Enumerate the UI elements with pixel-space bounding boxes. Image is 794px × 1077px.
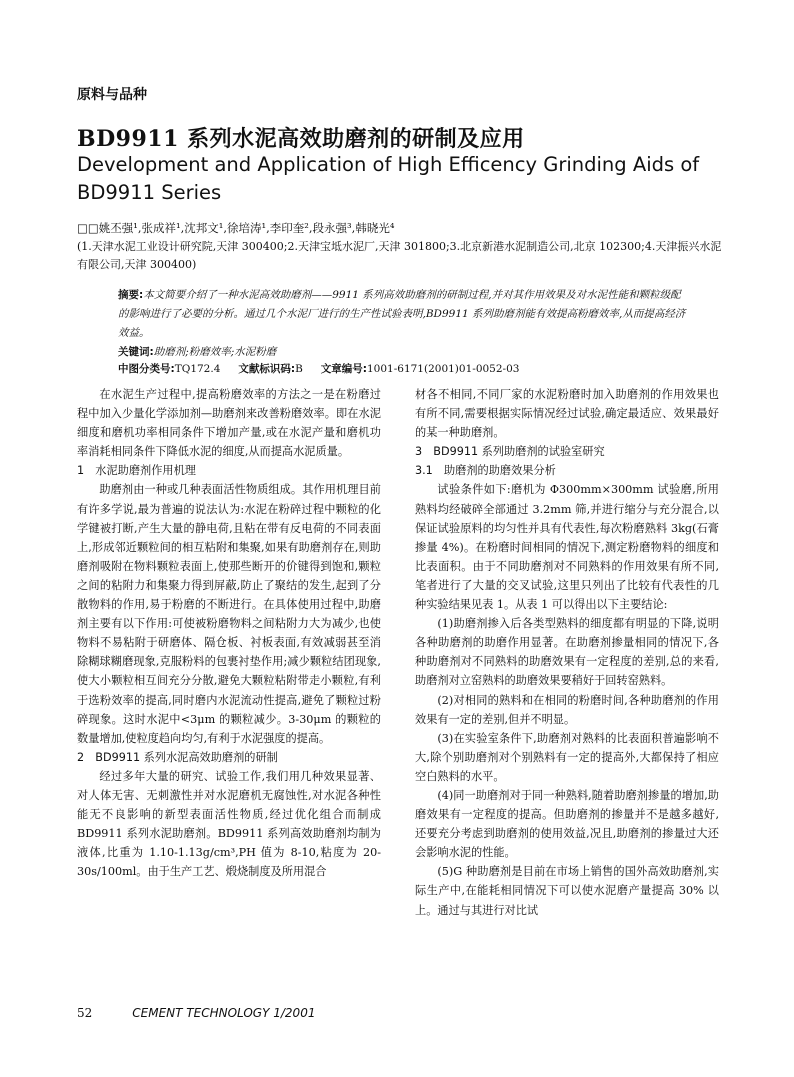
body-paragraph: 试验条件如下:磨机为 Φ300mm×300mm 试验磨,所用熟料均经破碎全部通过 3.2mm 筛,并进行缩分与充分混合,以保证试验原料的均匀性并具有代表性,每次粉磨熟料 3kg(石膏掺量 4%)。在粉磨时间相同的情况下,测定粉磨物料的细度和比表面积。由于不同助磨剂对不同熟料的作用效果有所不同,笔者进行了大量的交叉试验,这里只列出了比较有代表性的几种实验结果见表 1。从表 1 可以得出以下主要结论:: [415, 483, 719, 612]
abstract-text: 本文简要介绍了一种水泥高效助磨剂——9911 系列高效助磨剂的研制过程,并对其作用效果及对水泥性能和颗粒级配的影响进行了必要的分析。通过几个水泥厂进行的生产性试验表明,BD9911 系列助磨剂能有效提高粉磨效率,从而提高经济效益。: [118, 289, 686, 339]
section-label: 原料与品种: [77, 87, 147, 103]
title-chinese: BD9911 系列水泥高效助磨剂的研制及应用: [77, 126, 525, 152]
body-column-right: [415, 385, 719, 920]
section-heading: 1 水泥助磨剂作用机理: [77, 464, 196, 478]
abstract: [118, 286, 688, 343]
abstract-block: [118, 286, 688, 362]
body-paragraph: 材各不相同,不同厂家的水泥粉磨时加入助磨剂的作用效果也有所不同,需要根据实际情况经过试验,确定最适应、效果最好的某一种助磨剂。: [415, 388, 719, 440]
body-paragraph: (4)同一助磨剂对于同一种熟料,随着助磨剂掺量的增加,助磨效果有一定程度的提高。但助磨剂的掺量并不是越多越好,还要充分考虑到助磨剂的使用效益,况且,助磨剂的掺量过大还会影响水泥的性能。: [415, 788, 719, 860]
classification-line: [118, 361, 519, 376]
page-footer: [77, 1006, 315, 1020]
body-paragraph: 在水泥生产过程中,提高粉磨效率的方法之一是在粉磨过程中加入少量化学添加剂—助磨剂来改善粉磨效率。即在水泥细度和磨机功率相同条件下增加产量,或在水泥产量和磨机功率消耗相同条件下降低水泥的细度,从而提高水泥质量。: [77, 388, 381, 459]
title-english: Development and Application of High Efficency Grinding Aids of BD9911 Series: [77, 153, 700, 204]
affiliations: (1.天津水泥工业设计研究院,天津 300400;2.天津宝坻水泥厂,天津 301800;3.北京新港水泥制造公司,北京 102300;4.天津振兴水泥有限公司,天津 300400): [77, 240, 722, 271]
section-heading: 3 BD9911 系列助磨剂的试验室研究: [415, 445, 605, 459]
body-paragraph: 经过多年大量的研究、试验工作,我们用几种效果显著、对人体无害、无刺激性并对水泥磨机无腐蚀性,对水泥各种性能无不良影响的新型表面活性物质,经过优化组合而制成 BD9911 系列水泥助磨剂。BD9911 系列高效助磨剂均制为液体,比重为 1.10-1.13g/cm³,PH 值为 8-10,粘度为 20-30s/100ml。由于生产工艺、煅烧制度及所用混合: [77, 769, 381, 879]
journal-name: CEMENT TECHNOLOGY 1/2001: [132, 1006, 316, 1020]
keywords-label: 关键词:: [118, 346, 154, 358]
body-paragraph: (2)对相同的熟料和在相同的粉磨时间,各种助磨剂的作用效果有一定的差别,但并不明显。: [415, 693, 719, 726]
section-heading: 2 BD9911 系列水泥高效助磨剂的研制: [77, 750, 278, 764]
article-number-value: 1001-6171(2001)01-0052-03: [367, 363, 520, 375]
author-list: □□姚丕强¹,张成祥¹,沈邦文¹,徐培涛¹,李印奎²,段永强³,韩晓光⁴: [77, 221, 395, 235]
body-paragraph: (5)G 种助磨剂是目前在市场上销售的国外高效助磨剂,实际生产中,在能耗相同情况下可以使水泥磨产量提高 30% 以上。通过与其进行对比试: [415, 865, 719, 917]
body-column-left: [77, 385, 381, 881]
body-paragraph: (1)助磨剂掺入后各类型熟料的细度都有明显的下降,说明各种助磨剂的助磨作用显著。在助磨剂掺量相同的情况下,各种助磨剂对不同熟料的助磨效果有一定程度的差别,总的来看,助磨剂对立窑熟料的助磨效果要稍好于回转窑熟料。: [415, 617, 719, 688]
page-number: 52: [77, 1006, 93, 1020]
abstract-label: 摘要:: [118, 289, 144, 301]
keywords: [118, 343, 688, 362]
clc-label: 中图分类号:: [118, 363, 175, 375]
doc-code-value: B: [295, 363, 303, 375]
doc-code-label: 文献标识码:: [238, 363, 296, 375]
body-paragraph: 助磨剂由一种或几种表面活性物质组成。其作用机理目前有许多学说,最为普遍的说法认为:水泥在粉碎过程中颗粒的化学键被打断,产生大量的静电荷,且粘在带有反电荷的不同表面上,形成邻近颗粒间的相互粘附和集聚,如果有助磨剂存在,则助磨剂吸附在物料颗粒表面上,使那些断开的价键得到饱和,颗粒之间的粘附力和集聚力得到屏蔽,防止了聚结的发生,起到了分散物料的作用,易于粉磨的不断进行。在具体使用过程中,助磨剂主要有以下作用:可使被粉磨物料之间粘附力大为减少,也使物料不易粘附于研磨体、隔仓板、衬板表面,有效减弱甚至消除糊球糊磨现象,克服粉料的包裹衬垫作用;减少颗粒结团现象,使大小颗粒相互间充分分散,避免大颗粒粘附带走小颗粒,有利于选粉效率的提高,同时磨内水泥流动性提高,避免了颗粒过粉碎现象。这时水泥中<3μm 的颗粒减少。3-30μm 的颗粒的数量增加,使粒度趋向均匀,有利于水泥强度的提高。: [77, 483, 381, 745]
clc-value: TQ172.4: [174, 363, 221, 375]
body-paragraph: (3)在实验室条件下,助磨剂对熟料的比表面积普遍影响不大,除个别助磨剂对个别熟料有一定的提高外,大都保持了相应空白熟料的水平。: [415, 731, 719, 783]
keywords-text: 助磨剂;粉磨效率;水泥粉磨: [153, 346, 277, 358]
article-number-label: 文章编号:: [320, 363, 367, 375]
section-heading: 3.1 助磨剂的助磨效果分析: [415, 464, 556, 478]
